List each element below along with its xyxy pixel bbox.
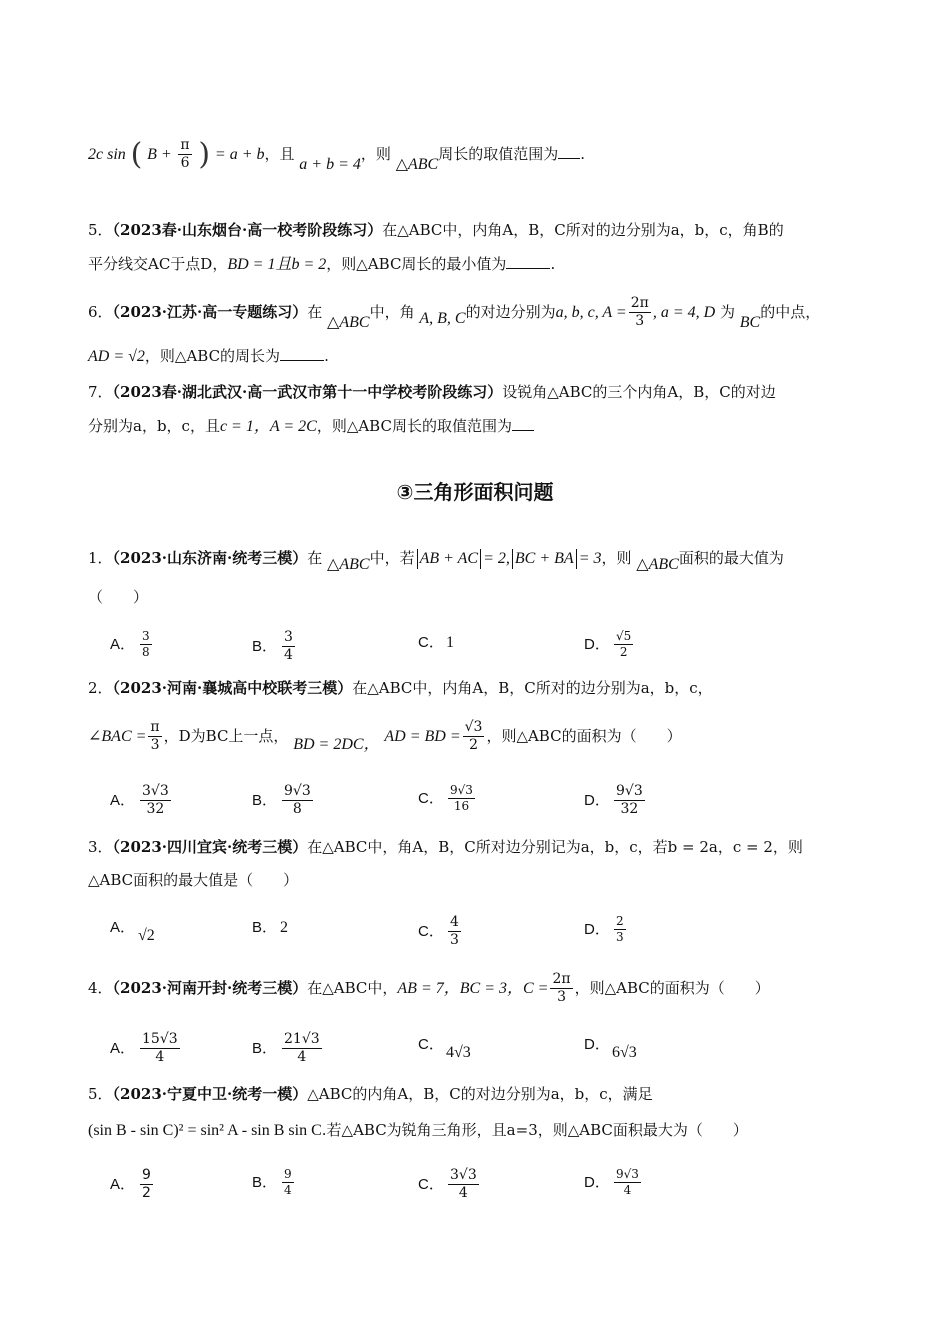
q7-text2a: 分别为a，b，c，且 [88, 417, 220, 435]
q6-number: 6． [88, 302, 113, 321]
p4-conditions: AB = 7，BC = 3，C = [397, 979, 549, 997]
then-text: ，则 [360, 144, 391, 163]
p1-text1c: ，则 [601, 549, 632, 567]
p2-option-c[interactable]: C． $\frac{9√3}{16}$ [418, 783, 473, 814]
p1-source: （2023·山东济南·统考三模） [112, 549, 308, 567]
p1-triangle: △ABC [327, 556, 370, 573]
q6-text1c: 的对边分别为 [465, 302, 556, 321]
q6-line2 [88, 344, 880, 369]
q6-mid: , a = 4, D [652, 303, 716, 321]
p2-text2e: ，则△ABC的面积为（ ） [486, 726, 682, 745]
p3-number: 3． [88, 838, 113, 856]
p5-equation: (sin B - sin C)² = sin² A - sin B sin C [88, 1122, 322, 1139]
p2-angle: ∠BAC = [88, 727, 147, 745]
p4-text1a: 在△ABC中， [307, 978, 398, 997]
p2-pi-fraction: $\frac{\pi}{3}$ [150, 719, 160, 754]
p2-bd-dc: BD = 2DC， [293, 735, 380, 753]
right-paren: ) [198, 136, 211, 172]
q5-text2c: ，则△ABC周长的最小值为 [326, 255, 507, 273]
p3-line1 [88, 835, 880, 859]
p1-line1 [88, 546, 880, 571]
q6-text1a: 在 [307, 302, 323, 321]
q6-bc: BC [739, 313, 761, 331]
p3-option-c[interactable]: C． $\frac{4}{3}$ [418, 914, 459, 949]
p3-text2: △ABC面积的最大值是（ ） [88, 871, 299, 889]
p5-text1: △ABC的内角A，B，C的对边分别为a，b，c，满足 [307, 1085, 653, 1103]
abs-bar [512, 549, 513, 569]
p1-cond2: BC + BA [514, 550, 574, 567]
answer-blank[interactable] [558, 144, 580, 159]
condition-mid: = a + b [214, 145, 265, 163]
q5-answer-blank[interactable] [506, 254, 550, 269]
q5-number: 5． [88, 221, 113, 239]
abs-bar [417, 549, 418, 569]
p1-option-b[interactable]: B． $\frac{3}{4}$ [252, 629, 293, 664]
p2-number: 2． [88, 679, 113, 697]
q6-text1b: 中，角 [369, 302, 415, 321]
q5-line1 [88, 218, 880, 242]
q6-text2b: ，则△ABC的周长为 [144, 347, 281, 365]
q5-source: （2023春·山东烟台·高一校考阶段练习） [112, 221, 383, 239]
angle-b: B + [147, 145, 172, 163]
p4-text1c: ，则△ABC的面积为（ ） [574, 978, 770, 997]
q7-text1: 设锐角△ABC的三个内角A，B，C的对边 [502, 383, 776, 401]
continuation-line [88, 138, 880, 172]
p2-source: （2023·河南·襄城高中校联考三模） [112, 679, 353, 697]
p2-ad-bd: AD = BD = [384, 727, 461, 745]
condition-lead: 2c sin [88, 145, 126, 163]
p5-line1 [88, 1082, 880, 1106]
p2-line2 [88, 720, 880, 754]
abs-bar [480, 549, 481, 569]
q6-angles: A, B, C [419, 309, 466, 327]
p1-line2 [88, 585, 880, 609]
triangle-label: △ABC [395, 155, 439, 173]
p3-option-b[interactable]: B． 2 [252, 919, 288, 936]
p1-paren: （ ） [88, 588, 149, 606]
q6-text1d: 为 [719, 302, 735, 321]
p5-text2b: .若△ABC为锐角三角形，且a=3，则△ABC面积最大为（ ） [321, 1121, 748, 1139]
q7-text2c: ，则△ABC周长的取值范围为 [316, 417, 512, 435]
p5-option-d[interactable]: D． $\frac{9√3}{4}$ [584, 1167, 639, 1198]
p3-option-a[interactable]: A． √2 [110, 919, 155, 944]
q6-line1 [88, 296, 880, 330]
p2-option-a[interactable]: A． $\frac{3√3}{32}$ [110, 783, 169, 818]
q6-angle-fraction: $\frac{2\pi}{3}$ [630, 295, 649, 330]
q6-ad: AD = √2 [88, 348, 145, 365]
q6-end: . [324, 347, 329, 365]
p2-option-d[interactable]: D． $\frac{9√3}{32}$ [584, 783, 643, 818]
p4-line1 [88, 972, 880, 1006]
p1-text1a: 在 [307, 549, 323, 567]
p1-cond2-value: = 3 [578, 550, 602, 567]
q7-line1 [88, 380, 880, 404]
p1-cond1: AB + AC [419, 550, 479, 567]
p1-triangle2: △ABC [636, 556, 679, 573]
p4-number: 4． [88, 978, 113, 997]
q6-triangle: △ABC [327, 313, 370, 331]
q7-source: （2023春·湖北武汉·高一武汉市第十一中学校考阶段练习） [112, 383, 503, 401]
sep-text: ，且 [264, 144, 295, 163]
p2-text1: 在△ABC中，内角A，B，C所对的边分别为a，b，c， [352, 679, 713, 697]
p4-option-d[interactable]: D． 6√3 [584, 1036, 637, 1061]
p1-number: 1． [88, 549, 113, 567]
p5-source: （2023·宁夏中卫·统考一模） [112, 1085, 308, 1103]
q7-condition: c = 1，A = 2C [219, 418, 317, 435]
p3-option-d[interactable]: D． $\frac{2}{3}$ [584, 914, 624, 945]
left-paren: ( [130, 136, 143, 172]
p5-number: 5． [88, 1085, 113, 1103]
q5-end: . [550, 255, 556, 273]
p5-option-b[interactable]: B． $\frac{9}{4}$ [252, 1167, 292, 1198]
q5-text2a: 平分线交AC于点D， [88, 255, 228, 273]
sum-condition: a + b = 4 [299, 155, 361, 173]
q5-condition: BD = 1且b = 2 [227, 256, 327, 273]
p1-cond1-value: = 2, [483, 550, 510, 567]
p4-source: （2023·河南开封·统考三模） [112, 978, 308, 997]
p2-option-b[interactable]: B． $\frac{9√3}{8}$ [252, 783, 311, 818]
q6-answer-blank[interactable] [280, 346, 324, 361]
p4-option-b[interactable]: B． $\frac{21√3}{4}$ [252, 1031, 320, 1066]
p1-text1d: 面积的最大值为 [678, 549, 784, 567]
end-dot: . [580, 144, 586, 163]
p4-angle-fraction: $\frac{2\pi}{3}$ [552, 971, 571, 1006]
p4-option-a[interactable]: A． $\frac{15√3}{4}$ [110, 1031, 178, 1066]
p1-option-d[interactable]: D． $\frac{√5}{2}$ [584, 629, 632, 660]
p2-line1 [88, 676, 880, 700]
p5-option-a[interactable]: A． $\frac{9}{2}$ [110, 1167, 151, 1202]
p1-text1b: 中，若 [369, 549, 415, 567]
p3-text1: 在△ABC中，角A，B，C所对边分别记为a，b，c，若b = 2a，c = 2，则 [307, 838, 803, 856]
q7-answer-blank[interactable] [512, 416, 534, 431]
q6-source: （2023·江苏·高一专题练习） [112, 302, 308, 321]
p4-option-c[interactable]: C． 4√3 [418, 1036, 471, 1061]
section-title: ③三角形面积问题 [396, 480, 554, 504]
p1-option-a[interactable]: A． $\frac{3}{8}$ [110, 629, 150, 660]
q6-text1e: 的中点， [760, 302, 821, 321]
p3-line2 [88, 868, 880, 892]
p5-line2 [88, 1118, 880, 1143]
p2-root-fraction: $\frac{√3}{2}$ [464, 719, 483, 754]
pi-over-six-fraction: $\frac{\pi}{6}$ [180, 137, 190, 172]
p2-text2b: ，D为BC上一点， [163, 726, 289, 745]
p3-source: （2023·四川宜宾·统考三模） [112, 838, 308, 856]
ask-text: 周长的取值范围为 [438, 144, 559, 163]
p5-option-c[interactable]: C． $\frac{3√3}{4}$ [418, 1167, 477, 1202]
q6-sides: a, b, c, A = [555, 303, 627, 321]
q5-line2 [88, 252, 880, 277]
q7-line2 [88, 414, 880, 439]
abs-bar [576, 549, 577, 569]
p1-option-c[interactable]: C． 1 [418, 634, 454, 651]
q7-number: 7． [88, 383, 113, 401]
q5-text1: 在△ABC中，内角A，B，C所对的边分别为a，b，c，角B的 [382, 221, 784, 239]
